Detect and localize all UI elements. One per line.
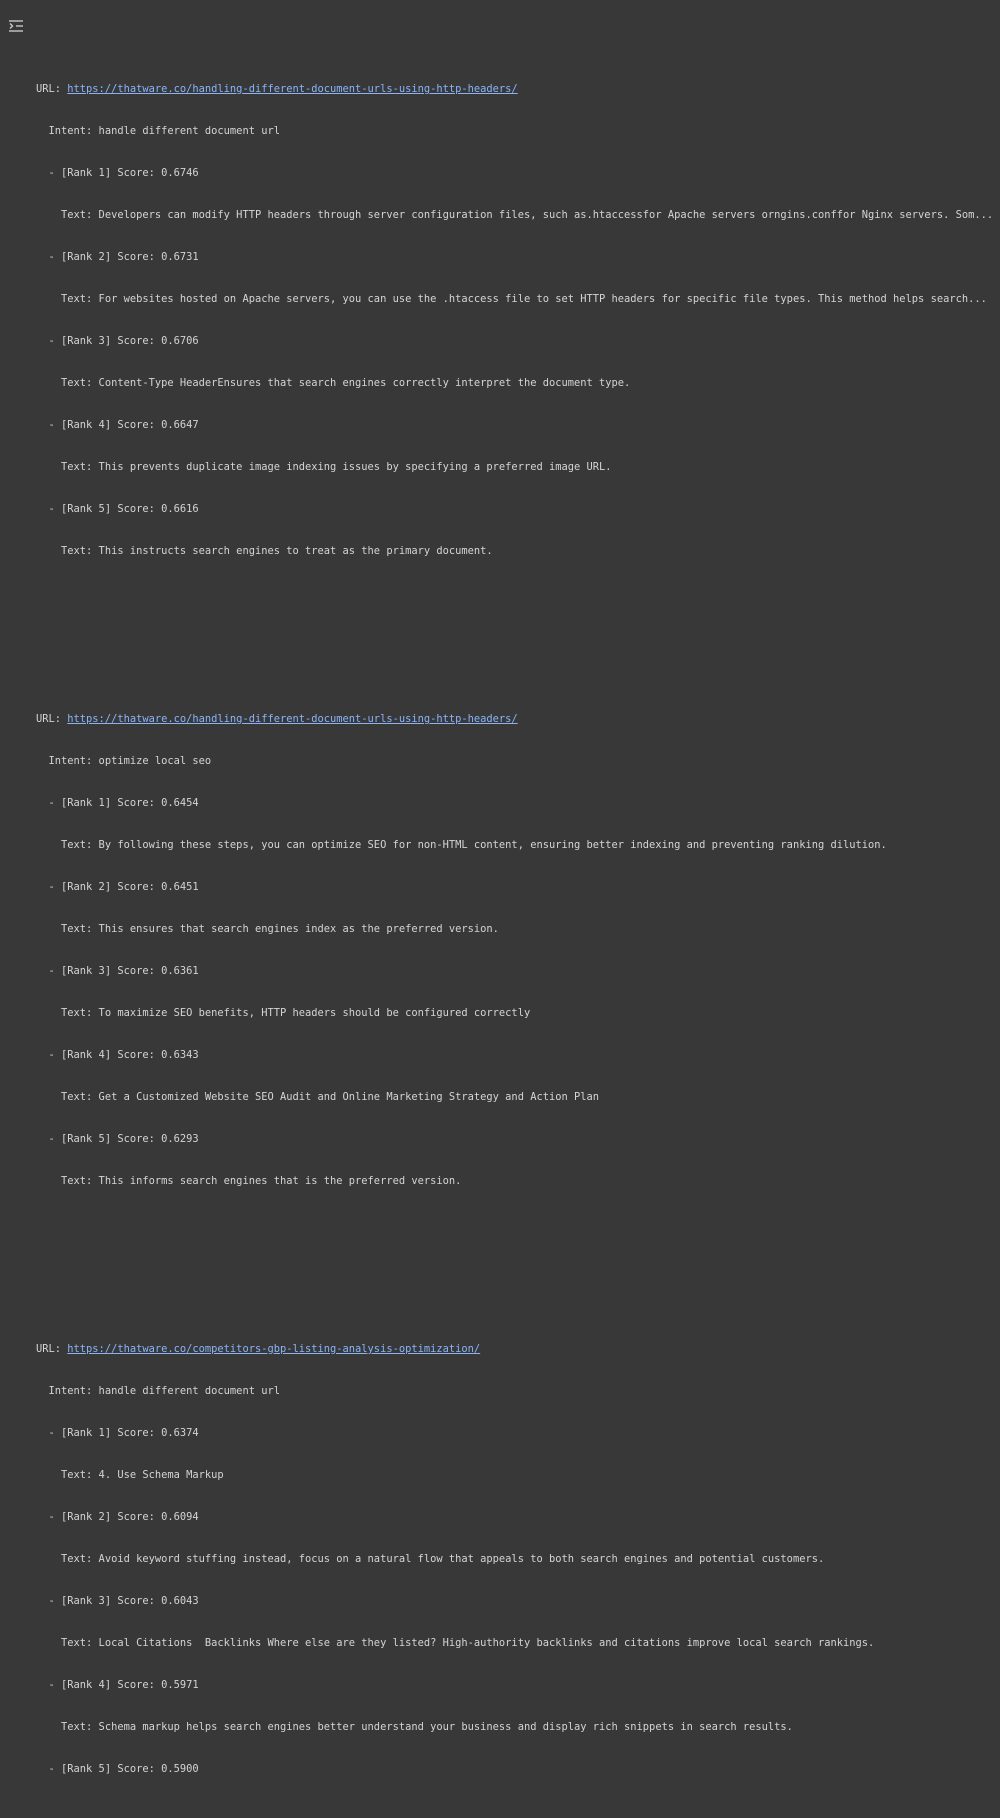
text-line: Text: This ensures that search engines index as the preferred version.	[36, 923, 499, 935]
rank-line: - [Rank 3] Score: 0.6361	[36, 965, 199, 977]
spacer	[36, 1244, 1000, 1258]
text-line: Text: This instructs search engines to treat as the primary document.	[36, 545, 493, 557]
collapse-output-button[interactable]	[7, 17, 25, 35]
url-label: URL:	[36, 1343, 68, 1355]
text-line: Text: Schema markup helps search engines better understand your business and display rich snippets in search results.	[36, 1721, 793, 1733]
rank-line: - [Rank 4] Score: 0.6343	[36, 1049, 199, 1061]
rank-line: - [Rank 2] Score: 0.6451	[36, 881, 199, 893]
text-line: Text: Avoid keyword stuffing instead, focus on a natural flow that appeals to both search engines and potential customers.	[36, 1553, 825, 1565]
rank-line: - [Rank 1] Score: 0.6374	[36, 1427, 199, 1439]
rank-line: - [Rank 4] Score: 0.5971	[36, 1679, 199, 1691]
rank-line: - [Rank 1] Score: 0.6746	[36, 167, 199, 179]
cell-output	[36, 12, 1000, 1818]
url-link[interactable]: https://thatware.co/competitors-gbp-listing-analysis-optimization/	[67, 1343, 481, 1355]
intent-line: Intent: optimize local seo	[36, 755, 212, 767]
rank-line: - [Rank 5] Score: 0.5900	[36, 1763, 199, 1775]
text-line: Text: Local Citations Backlinks Where else are they listed? High-authority backlinks and citations improve local search rankings.	[36, 1637, 875, 1649]
text-line: Text: This informs search engines that is the preferred version.	[36, 1175, 462, 1187]
text-line: Text: 4. Use Schema Markup	[36, 1469, 224, 1481]
rank-line: - [Rank 3] Score: 0.6706	[36, 335, 199, 347]
rank-line: - [Rank 2] Score: 0.6731	[36, 251, 199, 263]
result-block	[36, 684, 1000, 1216]
intent-line: Intent: handle different document url	[36, 125, 280, 137]
result-block	[36, 1314, 1000, 1804]
collapse-output-icon	[7, 17, 25, 35]
url-line	[36, 712, 1000, 726]
text-line: Text: For websites hosted on Apache servers, you can use the .htaccess file to set HTTP headers for specific file types. This method helps search...	[36, 293, 987, 305]
rank-line: - [Rank 2] Score: 0.6094	[36, 1511, 199, 1523]
url-label: URL:	[36, 713, 68, 725]
url-line	[36, 1342, 1000, 1356]
url-link[interactable]: https://thatware.co/handling-different-document-urls-using-http-headers/	[67, 713, 518, 725]
text-line: Text: Get a Customized Website SEO Audit and Online Marketing Strategy and Action Plan	[36, 1091, 600, 1103]
spacer	[36, 614, 1000, 628]
rank-line: - [Rank 5] Score: 0.6293	[36, 1133, 199, 1145]
text-line: Text: By following these steps, you can optimize SEO for non-HTML content, ensuring better indexing and preventing ranking dilution.	[36, 839, 887, 851]
text-line: Text: Content-Type HeaderEnsures that search engines correctly interpret the document type.	[36, 377, 631, 389]
text-line: Text: Developers can modify HTTP headers through server configuration files, such as.htaccessfor Apache servers orngins.conffor Nginx servers. Som...	[36, 209, 994, 221]
url-line	[36, 82, 1000, 96]
url-link[interactable]: https://thatware.co/handling-different-document-urls-using-http-headers/	[67, 83, 518, 95]
text-line: Text: This prevents duplicate image indexing issues by specifying a preferred image URL.	[36, 461, 612, 473]
url-label: URL:	[36, 83, 68, 95]
text-line: Text: To maximize SEO benefits, HTTP headers should be configured correctly	[36, 1007, 531, 1019]
result-block	[36, 54, 1000, 586]
rank-line: - [Rank 4] Score: 0.6647	[36, 419, 199, 431]
rank-line: - [Rank 3] Score: 0.6043	[36, 1595, 199, 1607]
rank-line: - [Rank 1] Score: 0.6454	[36, 797, 199, 809]
rank-line: - [Rank 5] Score: 0.6616	[36, 503, 199, 515]
intent-line: Intent: handle different document url	[36, 1385, 280, 1397]
